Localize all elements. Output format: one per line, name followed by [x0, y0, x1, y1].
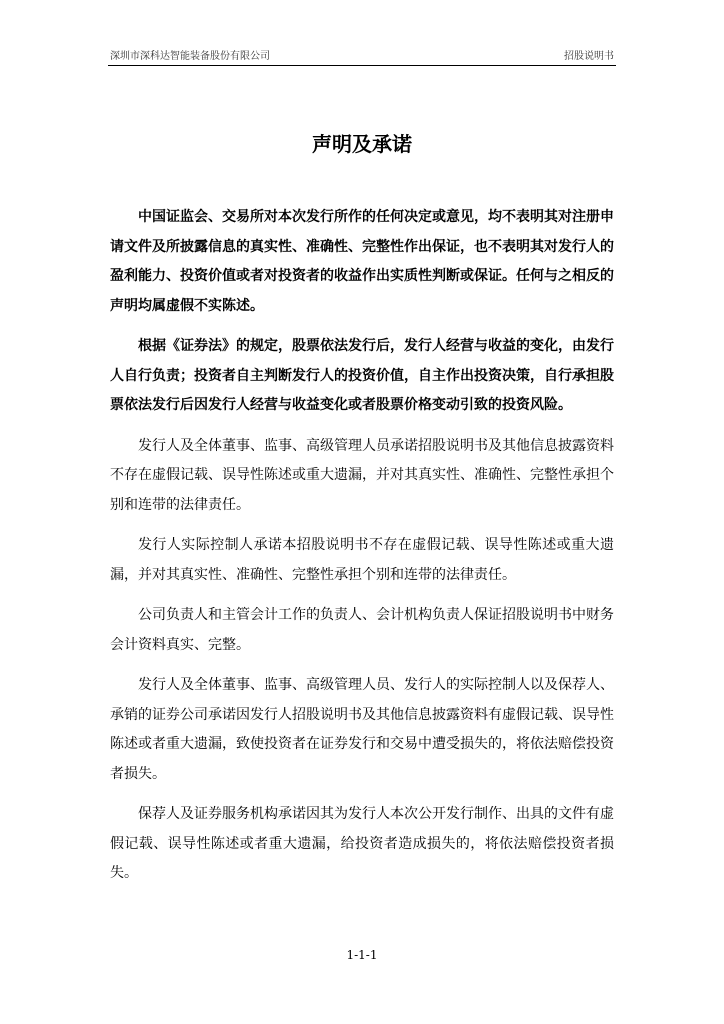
- page-number: 1-1-1: [346, 948, 378, 962]
- page-title: 声明及承诺: [312, 132, 412, 156]
- page-header: [108, 50, 616, 66]
- paragraph-csrc-disclaimer: 中国证监会、交易所对本次发行所作的任何决定或意见，均不表明其对注册申请文件及所披露信息的真实性、准确性、完整性作出保证，也不表明其对发行人的盈利能力、投资价值或者对投资者的收益作出实质性判断或保证。任何与之相反的声明均属虚假不实陈述。: [110, 209, 614, 314]
- paragraph-accounting-assurance: 公司负责人和主管会计工作的负责人、会计机构负责人保证招股说明书中财务会计资料真实、完整。: [110, 607, 614, 653]
- header-document-type: 招股说明书: [564, 51, 614, 62]
- paragraph-directors-commitment: 发行人及全体董事、监事、高级管理人员承诺招股说明书及其他信息披露资料不存在虚假记载、误导性陈述或重大遗漏，并对其真实性、准确性、完整性承担个别和连带的法律责任。: [110, 437, 614, 513]
- paragraph-controller-commitment: 发行人实际控制人承诺本招股说明书不存在虚假记载、误导性陈述或重大遗漏，并对其真实性、准确性、完整性承担个别和连带的法律责任。: [110, 537, 614, 583]
- paragraph-compensation-commitment: 发行人及全体董事、监事、高级管理人员、发行人的实际控制人以及保荐人、承销的证券公司承诺因发行人招股说明书及其他信息披露资料有虚假记载、误导性陈述或者重大遗漏，致使投资者在证券发行和交易中遭受损失的，将依法赔偿投资者损失。: [110, 677, 614, 782]
- header-company-name: 深圳市深科达智能装备股份有限公司: [110, 51, 270, 62]
- paragraph-securities-law-risk: 根据《证券法》的规定，股票依法发行后，发行人经营与收益的变化，由发行人自行负责；投资者自主判断发行人的投资价值，自主作出投资决策，自行承担股票依法发行后因发行人经营与收益变化或者股票价格变动引致的投资风险。: [110, 338, 614, 413]
- body-text: [110, 203, 614, 900]
- paragraph-sponsor-commitment: 保荐人及证券服务机构承诺因其为发行人本次公开发行制作、出具的文件有虚假记载、误导性陈述或者重大遗漏，给投资者造成损失的，将依法赔偿投资者损失。: [110, 806, 614, 881]
